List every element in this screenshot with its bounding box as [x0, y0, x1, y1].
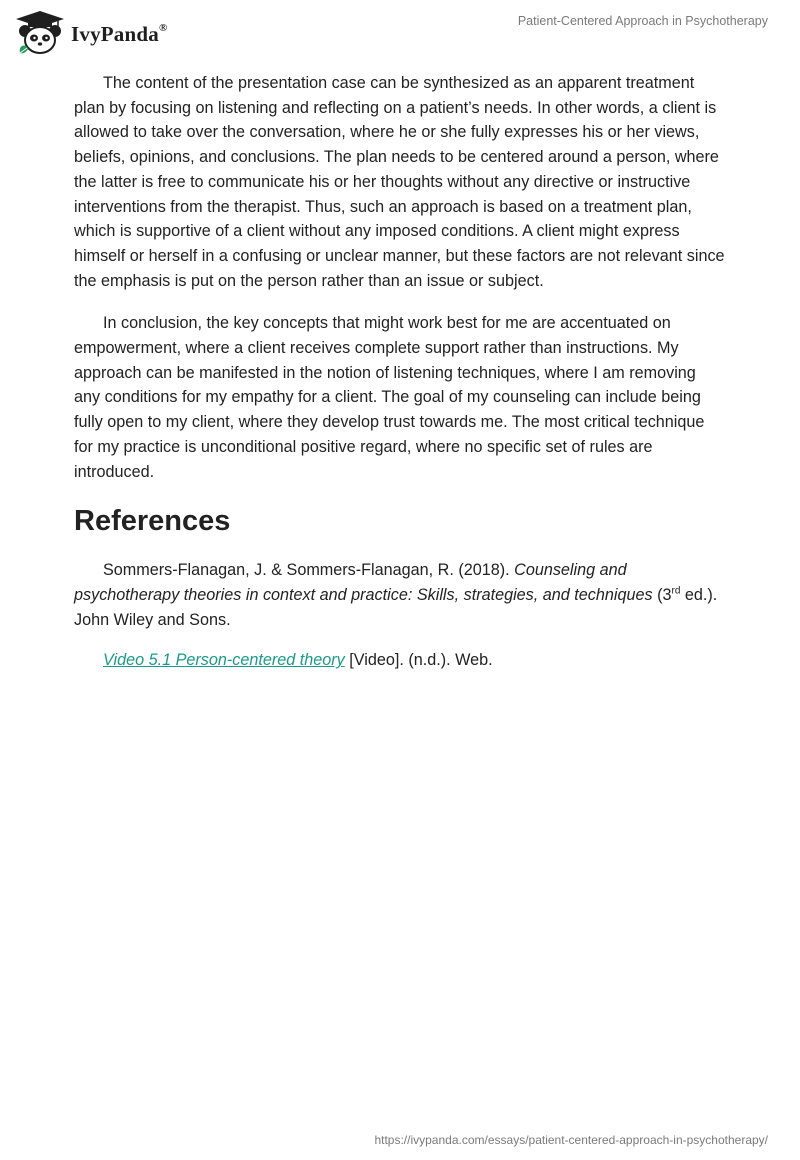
brand-name: IvyPanda® [71, 21, 168, 46]
references-heading: References [74, 505, 231, 538]
reference-entry: Video 5.1 Person-centered theory [Video]. (n.d.). Web. [103, 651, 493, 670]
reference-title: Counseling and psychotherapy theories in context and practice: Skills, strategies, and techniques [74, 561, 653, 604]
panda-graduate-icon [14, 9, 66, 55]
ivypanda-logo[interactable] [14, 9, 167, 55]
body-paragraph: The content of the presentation case can be synthesized as an apparent treatment plan by focusing on listening and reflecting on a patient’s needs. In other words, a client is allowed to take over the conversation, where he or she fully expresses his or her views, beliefs, opinions, and conclusions. The plan needs to be centered around a person, where the latter is free to communicate his or her thoughts without any directive or instructive interventions from the therapist. Thus, such an approach is based on a treatment plan, which is supportive of a client without any imposed conditions. A client might express himself or herself in a confusing or unclear manner, but these factors are not relevant since the emphasis is put on the person rather than an issue or subject. [74, 74, 725, 290]
body-paragraph: In conclusion, the key concepts that might work best for me are accentuated on empowerment, where a client receives complete support rather than instructions. My approach can be manifested in the notion of listening techniques, where I am removing any conditions for my empathy for a client. The goal of my counseling can include being fully open to my client, where they develop trust towards me. The most critical technique for my practice is unconditional positive regard, where no specific set of rules are introduced. [74, 314, 705, 481]
footer-source-url[interactable]: https://ivypanda.com/essays/patient-centered-approach-in-psychotherapy/ [374, 1133, 768, 1147]
video-reference-link[interactable]: Video 5.1 Person-centered theory [103, 651, 345, 670]
essay-content [74, 71, 726, 689]
page-header [0, 0, 800, 64]
running-title: Patient-Centered Approach in Psychotherapy [517, 14, 768, 28]
reference-entry: Sommers-Flanagan, J. & Sommers-Flanagan, R. (2018). Counseling and psychotherapy theories in context and practice: Skills, strategies, and techniques (3rd ed.). John Wiley and Sons. [74, 561, 718, 629]
